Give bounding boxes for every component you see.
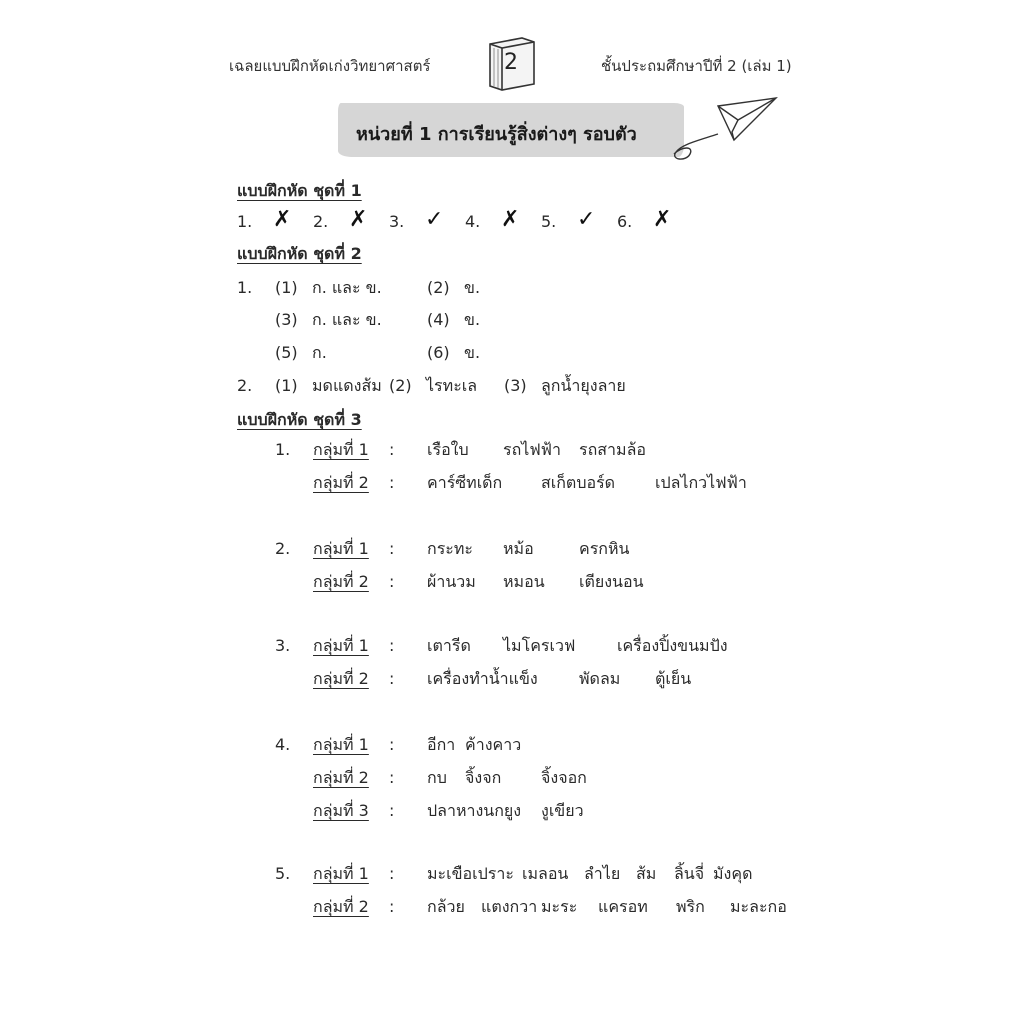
- set3-colon: :: [389, 440, 395, 459]
- set3-group-label: กลุ่มที่ 2: [313, 768, 369, 787]
- set2-q2-sub-number: (2): [389, 376, 412, 395]
- set1-item-number: 5.: [541, 212, 557, 231]
- set1-item-mark: ✗: [653, 207, 672, 232]
- set1-item-number: 3.: [389, 212, 405, 231]
- set2-q1-number: 1.: [237, 278, 253, 297]
- set3-group-item: เตียงนอน: [579, 572, 644, 591]
- set3-group-item: กบ: [427, 768, 447, 787]
- set2-sub-answer: ข.: [464, 343, 481, 362]
- set3-question-number: 4.: [275, 735, 291, 754]
- set3-group-label: กลุ่มที่ 1: [313, 440, 369, 459]
- set3-colon: :: [389, 539, 395, 558]
- set3-group-label: กลุ่มที่ 2: [313, 473, 369, 492]
- set1-item-mark: ✓: [577, 207, 596, 232]
- set3-group-item: แครอท: [598, 897, 648, 916]
- set3-group-item: รถไฟฟ้า: [503, 440, 561, 459]
- set2-q2-sub-answer: ไรทะเล: [426, 376, 478, 395]
- set1-item-mark: ✓: [425, 207, 444, 232]
- set2-sub-answer: ก. และ ข.: [312, 310, 382, 329]
- set3-title: แบบฝึกหัด ชุดที่ 3: [237, 410, 362, 429]
- set3-group-item: พัดลม: [579, 669, 621, 688]
- set3-colon: :: [389, 801, 395, 820]
- set2-q2-sub-answer: มดแดงส้ม: [312, 376, 382, 395]
- set2-q2-sub-number: (1): [275, 376, 298, 395]
- set3-group-item: ครกหิน: [579, 539, 630, 558]
- set3-group-item: มังคุด: [713, 864, 753, 883]
- set3-group-item: กล้วย: [427, 897, 465, 916]
- set3-group-item: กระทะ: [427, 539, 474, 558]
- set3-group-item: มะละกอ: [730, 897, 787, 916]
- set3-group-item: ตู้เย็น: [655, 669, 692, 688]
- set3-colon: :: [389, 735, 395, 754]
- set3-group-item: ลำไย: [584, 864, 621, 883]
- set3-colon: :: [389, 669, 395, 688]
- set3-group-item: มะระ: [541, 897, 578, 916]
- set3-group-item: มะเขือเปราะ: [427, 864, 514, 883]
- set3-group-label: กลุ่มที่ 2: [313, 897, 369, 916]
- set3-colon: :: [389, 864, 395, 883]
- set1-title: แบบฝึกหัด ชุดที่ 1: [237, 181, 362, 200]
- set3-group-label: กลุ่มที่ 1: [313, 636, 369, 655]
- set2-sub-answer: ก.: [312, 343, 327, 362]
- set2-sub-number: (2): [427, 278, 450, 297]
- set2-sub-answer: ข.: [464, 310, 481, 329]
- set1-item-mark: ✗: [501, 207, 520, 232]
- set3-group-item: ไมโครเวฟ: [503, 636, 576, 655]
- header-grade: ชั้นประถมศึกษาปีที่ 2 (เล่ม 1): [601, 57, 792, 75]
- set2-sub-number: (1): [275, 278, 298, 297]
- set1-item-mark: ✗: [349, 207, 368, 232]
- set3-group-item: เปลไกวไฟฟ้า: [655, 473, 747, 492]
- set3-group-item: จิ้งจก: [465, 768, 502, 787]
- set3-group-item: เมลอน: [522, 864, 569, 883]
- header-book-title: เฉลยแบบฝึกหัดเก่งวิทยาศาสตร์: [229, 57, 431, 75]
- set3-colon: :: [389, 636, 395, 655]
- set3-group-label: กลุ่มที่ 1: [313, 735, 369, 754]
- set1-item-number: 1.: [237, 212, 253, 231]
- set3-group-item: เครื่องปิ้งขนมปัง: [617, 636, 728, 655]
- set3-colon: :: [389, 473, 395, 492]
- set1-item-number: 6.: [617, 212, 633, 231]
- set3-question-number: 5.: [275, 864, 291, 883]
- set3-group-item: ลิ้นจี่: [674, 864, 705, 883]
- set3-question-number: 1.: [275, 440, 291, 459]
- set3-group-item: อีกา: [427, 735, 456, 754]
- set3-group-item: สเก็ตบอร์ด: [541, 473, 616, 492]
- set3-group-item: ส้ม: [636, 864, 657, 883]
- set3-group-label: กลุ่มที่ 1: [313, 539, 369, 558]
- set2-q2-number: 2.: [237, 376, 253, 395]
- set3-group-item: ค้างคาว: [465, 735, 522, 754]
- set3-group-item: ผ้านวม: [427, 572, 476, 591]
- set3-colon: :: [389, 572, 395, 591]
- set3-group-item: เตารีด: [427, 636, 471, 655]
- set2-sub-number: (4): [427, 310, 450, 329]
- set2-q2-sub-answer: ลูกน้ำยุงลาย: [541, 376, 626, 395]
- unit-title: หน่วยที่ 1 การเรียนรู้สิ่งต่างๆ รอบตัว: [356, 124, 637, 145]
- set3-group-item: รถสามล้อ: [579, 440, 646, 459]
- set2-sub-answer: ก. และ ข.: [312, 278, 382, 297]
- set3-colon: :: [389, 768, 395, 787]
- set3-group-label: กลุ่มที่ 2: [313, 572, 369, 591]
- set3-group-item: หม้อ: [503, 539, 534, 558]
- set1-item-number: 2.: [313, 212, 329, 231]
- set2-sub-answer: ข.: [464, 278, 481, 297]
- set3-group-item: จิ้งจอก: [541, 768, 587, 787]
- set3-group-label: กลุ่มที่ 2: [313, 669, 369, 688]
- set3-group-item: พริก: [676, 897, 705, 916]
- set3-group-item: ปลาหางนกยูง: [427, 801, 522, 820]
- set3-question-number: 3.: [275, 636, 291, 655]
- paper-plane-icon: [660, 90, 780, 170]
- set3-colon: :: [389, 897, 395, 916]
- set3-group-item: เครื่องทำน้ำแข็ง: [427, 669, 538, 688]
- set3-group-item: เรือใบ: [427, 440, 469, 459]
- set3-question-number: 2.: [275, 539, 291, 558]
- set2-title: แบบฝึกหัด ชุดที่ 2: [237, 244, 362, 263]
- set3-group-label: กลุ่มที่ 3: [313, 801, 369, 820]
- page-number: 2: [504, 50, 518, 75]
- set3-group-item: งูเขียว: [541, 801, 584, 820]
- set3-group-label: กลุ่มที่ 1: [313, 864, 369, 883]
- set1-item-mark: ✗: [273, 207, 292, 232]
- set2-sub-number: (6): [427, 343, 450, 362]
- set3-group-item: แตงกวา: [481, 897, 538, 916]
- set3-group-item: คาร์ซีทเด็ก: [427, 473, 503, 492]
- set2-sub-number: (5): [275, 343, 298, 362]
- set3-group-item: หมอน: [503, 572, 545, 591]
- set1-item-number: 4.: [465, 212, 481, 231]
- set2-sub-number: (3): [275, 310, 298, 329]
- set2-q2-sub-number: (3): [504, 376, 527, 395]
